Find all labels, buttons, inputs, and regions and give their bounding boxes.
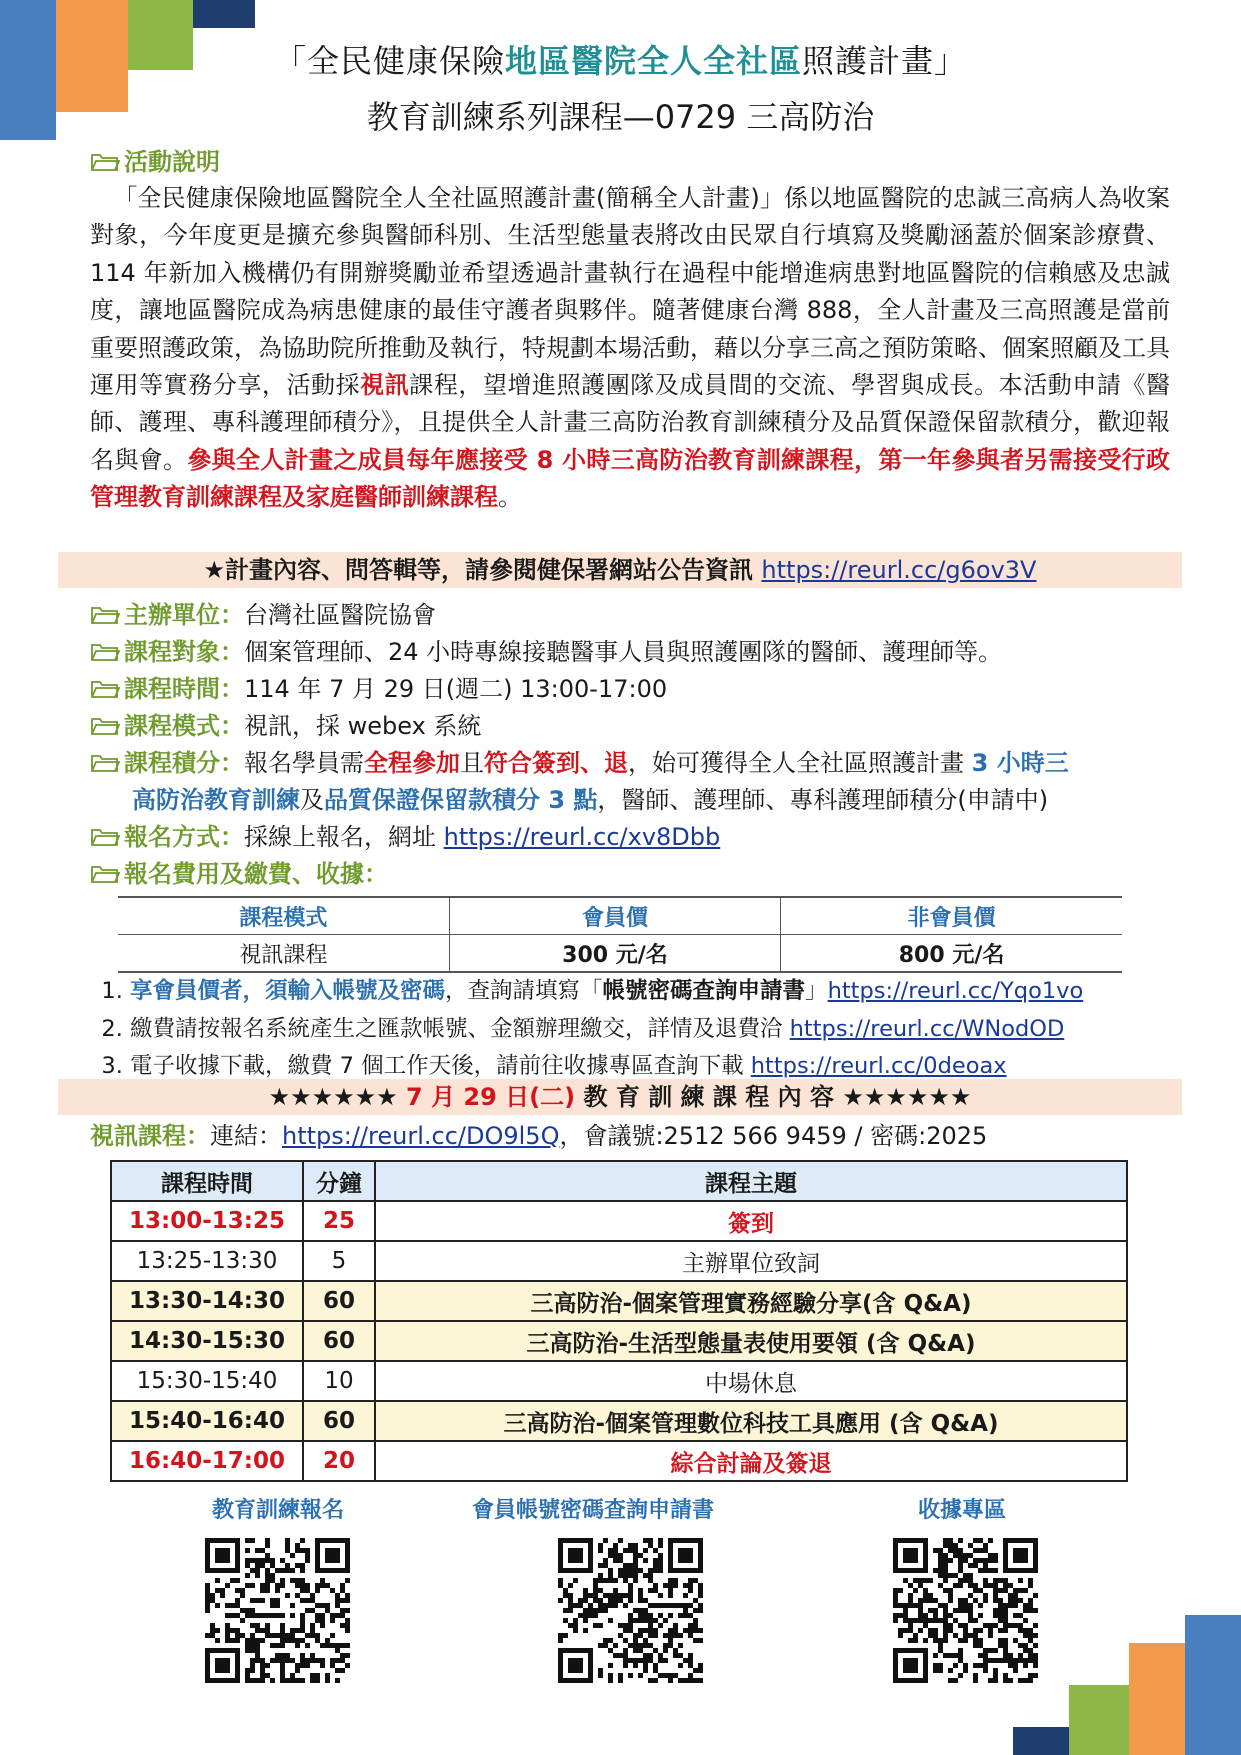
schedule-cell-time: 15:30-15:40 [111,1361,303,1401]
schedule-cell-time: 13:30-14:30 [111,1281,303,1321]
schedule-cell-min: 20 [303,1441,375,1481]
register-label: 報名方式： [124,823,244,851]
credit-red-2: 符合簽到、退 [484,749,628,777]
fee-label: 報名費用及繳費、收據： [124,860,388,888]
intro-red-1: 視訊 [360,371,410,400]
note-3-text: 電子收據下載，繳費 7 個工作天後，請前往收據專區查詢下載 [130,1053,751,1079]
fee-cell-mode: 視訊課程 [118,935,449,973]
schedule-cell-topic: 三高防治-生活型態量表使用要領 (含 Q&A) [375,1321,1127,1361]
mode-value: 視訊，採 webex 系統 [244,712,482,740]
time-label: 課程時間： [124,675,244,703]
schedule-cell-time: 13:00-13:25 [111,1201,303,1241]
schedule-cell-min: 60 [303,1401,375,1441]
fee-notes [100,973,1083,1086]
credit-label: 課程積分： [124,749,244,777]
folder-icon [90,864,120,884]
qr-code-icon[interactable] [205,1538,350,1683]
credit-red-1: 全程參加 [364,749,460,777]
credit-blue-1: 3 小時三 [971,749,1069,777]
notice-link[interactable]: https://reurl.cc/g6ov3V [761,556,1037,584]
credit-blue-1b: 高防治教育訓練 [132,786,300,814]
video-row [90,1118,987,1154]
schedule-cell-topic: 三高防治-個案管理實務經驗分享(含 Q&A) [375,1281,1127,1321]
fee-table-header [118,897,1122,935]
intro-body: 「全民健康保險地區醫院全人全社區照護計畫(簡稱全人計畫)」係以地區醫院的忠誠三高病人為收案對象，今年度更是擴充參與醫師科別、生活型態量表將改由民眾自行填寫及獎勵涵蓋於個案診療費、114 年新加入機構仍有開辦獎勵並希望透過計畫執行在過程中能增進病患對地區醫院的信賴感及忠誠度，讓地區醫院成為病患健康的最佳守護者與夥伴。隨著健康台灣 888，全人計畫及三高照護是當前重要照護政策，為協助院所推動及執行，特規劃本場活動，藉以分享三高之預防策略、個案照顧及工具運用等實務分享，活動採 [90,184,1170,400]
register-link[interactable]: https://reurl.cc/xv8Dbb [443,823,721,851]
qr-label-register: 教育訓練報名 [211,1498,344,1523]
fee-header-mode: 課程模式 [118,897,449,935]
note-1-text: ，查詢請填寫「 [445,978,603,1004]
schedule-cell-min: 5 [303,1241,375,1281]
note-3-link[interactable]: https://reurl.cc/0deoax [750,1053,1007,1079]
schedule-row [111,1321,1127,1361]
folder-icon [90,753,120,773]
register-value: 採線上報名，網址 [244,823,444,851]
fee-row [90,856,388,892]
schedule-cell-topic: 簽到 [375,1201,1127,1241]
organizer-row [90,597,436,633]
schedule-cell-topic: 三高防治-個案管理數位科技工具應用 (含 Q&A) [375,1401,1127,1441]
schedule-header-min: 分鐘 [303,1161,375,1201]
note-1-text-b: 」 [805,978,828,1004]
schedule-cell-min: 60 [303,1281,375,1321]
stars-left: ★★★★★★ [268,1083,398,1111]
notice-text: ★計畫內容、問答輯等，請參閱健保署網站公告資訊 [203,556,762,584]
corner-deco-orange-bottom [1129,1643,1185,1755]
credit-text-a: 報名學員需 [244,749,364,777]
corner-deco-green-bottom [1069,1685,1129,1755]
mode-label: 課程模式： [124,712,244,740]
fee-table [118,896,1122,973]
corner-deco-navy [193,0,255,28]
note-2-link[interactable]: https://reurl.cc/WNodOD [789,1015,1065,1042]
stars-right: ★★★★★★ [842,1083,972,1111]
credit-text-c: ，始可獲得全人全社區照護計畫 [628,749,972,777]
schedule-row [111,1201,1127,1241]
notice-band [58,552,1182,588]
credit-text-e: ，醫師、護理師、專科護理師積分(申請中) [597,786,1049,814]
credit-blue-2: 品質保證保留款積分 3 點 [324,786,598,814]
schedule-body [111,1201,1127,1481]
page-subtitle: 教育訓練系列課程—0729 三高防治 [366,98,875,136]
qr-code-icon[interactable] [893,1538,1038,1683]
page-title [0,36,1241,82]
credit-text-b: 且 [460,749,484,777]
intro-red-2: 參與全人計畫之成員每年應接受 8 小時三高防治教育訓練課程，第一年參與者另需接受行政管理教育訓練課程及家庭醫師訓練課程 [90,445,1170,512]
schedule-band-text [58,1079,1182,1115]
intro-body-2: 課程，望增進照護團隊及成員間的交流、學習與成長。本活動申請《醫師、護理、專科護理師積分》，且提供全人計畫三高防治教育訓練積分及品質保證保留款積分，歡迎報名與會。 [90,371,1171,474]
note-1-link[interactable]: https://reurl.cc/Yqo1vo [827,978,1084,1004]
note-1 [130,973,1083,1011]
schedule-row [111,1241,1127,1281]
schedule-cell-min: 25 [303,1201,375,1241]
schedule-header [111,1161,1127,1201]
corner-deco-blue-bottom [1185,1615,1241,1755]
schedule-cell-topic: 中場休息 [375,1361,1127,1401]
folder-icon [90,716,120,736]
folder-icon [90,827,120,847]
audience-value: 個案管理師、24 小時專線接聽醫事人員與照護團隊的醫師、護理師等。 [244,638,1003,666]
intro-heading [90,142,220,177]
video-label: 視訊課程： [90,1122,210,1150]
schedule-cell-time: 13:25-13:30 [111,1241,303,1281]
schedule-row [111,1401,1127,1441]
schedule-row [111,1441,1127,1481]
credit-text-d: 及 [300,786,324,814]
video-link[interactable]: https://reurl.cc/DO9l5Q [282,1122,560,1150]
qr-label-account: 會員帳號密碼查詢申請書 [471,1498,714,1523]
fee-header-nonmember: 非會員價 [781,897,1122,935]
schedule-date: 7 月 29 日(二) [406,1083,576,1111]
schedule-table [110,1160,1128,1482]
register-row [90,819,720,855]
credit-row [90,745,1069,781]
intro-paragraph [90,180,1170,517]
folder-icon [90,605,120,625]
notice-text-wrap [58,552,1182,588]
schedule-cell-time: 14:30-15:30 [111,1321,303,1361]
schedule-cell-topic: 主辦單位致詞 [375,1241,1127,1281]
note-1-blue: 享會員價者，須輸入帳號及密碼 [130,978,446,1004]
qr-label-receipt: 收據專區 [917,1498,1006,1523]
folder-icon [90,152,120,172]
schedule-cell-min: 60 [303,1321,375,1361]
time-row [90,671,667,707]
organizer-value: 台灣社區醫院協會 [244,601,436,629]
schedule-row [111,1361,1127,1401]
schedule-band [58,1079,1182,1115]
qr-code-icon[interactable] [558,1538,703,1683]
folder-icon [90,642,120,662]
schedule-cell-time: 15:40-16:40 [111,1401,303,1441]
folder-icon [90,679,120,699]
time-value: 114 年 7 月 29 日(週二) 13:00-17:00 [244,675,668,703]
mode-row [90,708,481,744]
schedule-row [111,1281,1127,1321]
schedule-header-time: 課程時間 [111,1161,303,1201]
schedule-cell-min: 10 [303,1361,375,1401]
schedule-cell-time: 16:40-17:00 [111,1441,303,1481]
title-prefix: 「全民健康保險 [273,42,505,80]
title-suffix: 照護計畫」 [802,42,968,80]
audience-label: 課程對象： [124,638,244,666]
intro-end: 。 [498,483,522,512]
intro-heading-text: 活動說明 [124,148,220,176]
fee-cell-nonmember: 800 元/名 [781,935,1122,973]
note-1-bold: 帳號密碼查詢申請書 [602,978,806,1004]
note-2-text: 繳費請按報名系統產生之匯款帳號、金額辦理繳交，詳情及退費洽 [130,1015,790,1042]
fee-table-row [118,935,1122,973]
corner-deco-navy-bottom [1013,1727,1069,1755]
credit-row-2 [132,782,1048,818]
organizer-label: 主辦單位： [124,601,244,629]
audience-row [90,634,1002,670]
schedule-title: 教 育 訓 練 課 程 內 容 [583,1083,834,1111]
fee-header-member: 會員價 [449,897,780,935]
title-highlight: 地區醫院全人全社區 [504,42,802,80]
fee-cell-member: 300 元/名 [449,935,780,973]
video-text-b: ，會議號:2512 566 9459 / 密碼:2025 [559,1122,988,1150]
note-2 [130,1011,1083,1049]
video-text-a: 連結： [210,1122,282,1150]
schedule-cell-topic: 綜合討論及簽退 [375,1441,1127,1481]
schedule-header-topic: 課程主題 [375,1161,1127,1201]
